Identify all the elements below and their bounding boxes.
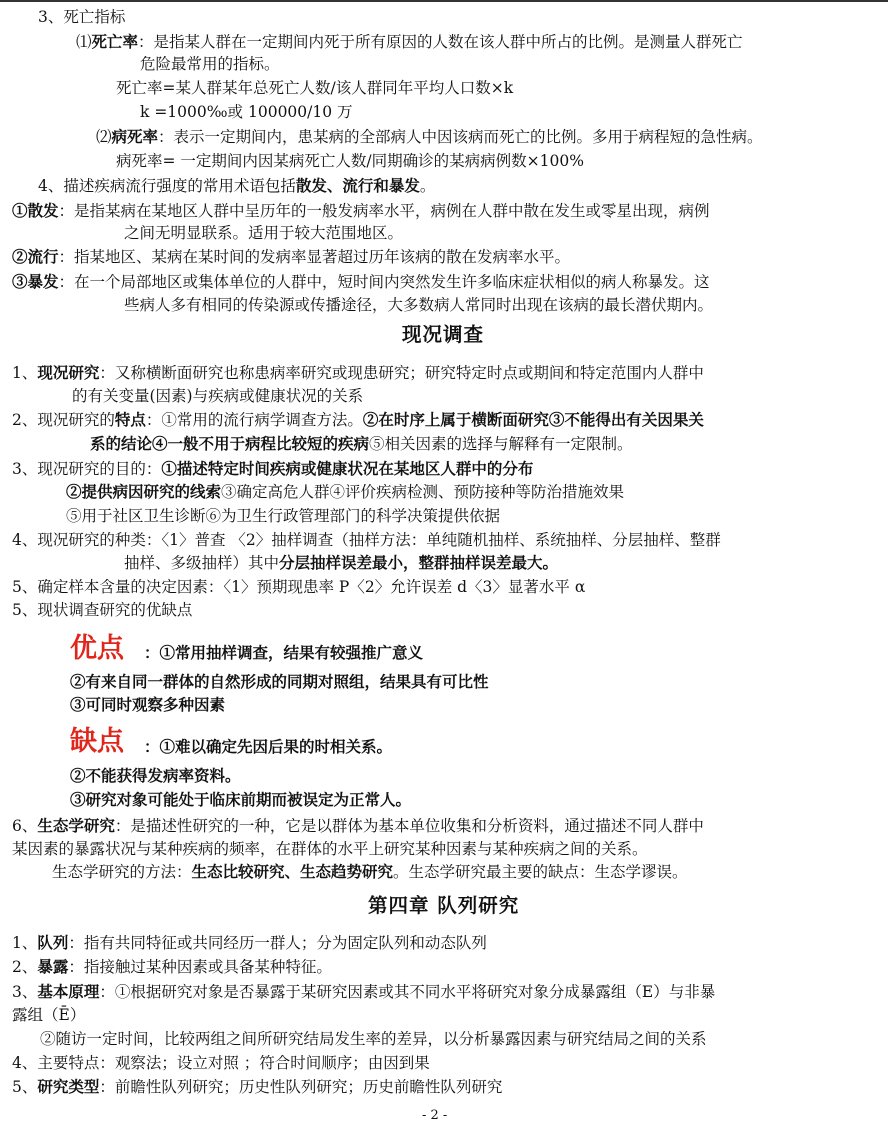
text: ⑤用于社区卫生诊断⑥为卫生行政管理部门的科学决策提供依据 [66,507,501,525]
text: 5、确定样本含量的决定因素：〈1〉预期现患率 P〈2〉允许误差 d〈3〉显著水平 α [12,578,586,596]
text: ：①常用抽样调查，结果有较强推广意义 [144,643,424,662]
heading-cross-sectional [402,325,484,345]
num: ⑴ [76,33,92,51]
text: k =1000‰或 100000/10 万 [140,103,353,121]
disadvantages-label [70,727,124,757]
term: 死亡率 [91,32,139,51]
text: ：①难以确定先因后果的时相关系。 [144,737,393,756]
text-bold: 系的结论④一般不用于病程比较短的疾病 [90,434,370,453]
text: ：①常用的流行病学调查方法。 [145,411,363,429]
mortality-rate-line [76,32,743,52]
text: - 2 - [422,1108,448,1123]
text: 3、死亡指标 [38,8,126,26]
text: 4、描述疾病流行强度的常用术语包括 [38,177,296,195]
ch4-item-1 [12,933,487,953]
text-bold: 分层抽样误差最小，整群抽样误差最大。 [279,553,559,572]
xk-item-1-cont [72,386,363,406]
xk-item-6-cont [12,839,648,859]
xk-item-3 [12,459,533,479]
heading-chapter-4 [368,896,519,916]
top-rule [0,0,888,2]
mortality-rate-cont [140,54,280,74]
text: 2、现况研究的 [12,411,115,429]
advantage-2 [70,672,489,692]
text: 病死率= 一定期间内因某病死亡人数/同期确诊的某病病例数×100% [116,152,584,170]
xk-item-4-cont [124,553,558,573]
disadvantage-2 [70,766,241,786]
xk-item-5a [12,577,585,597]
text: 死亡率=某人群某年总死亡人数/该人群同年平均人口数×k [116,79,514,97]
section-title [38,7,125,27]
xk-item-2 [12,410,704,430]
text: 。 [419,177,436,195]
term: 生态学研究 [37,816,115,835]
text: ：是指某病在某地区人群中呈历年的一般发病率水平，病例在人群中散在发生或零星出现，病例 [58,202,710,220]
term: ②流行 [12,247,59,266]
advantages-label [70,634,124,664]
case-fatality-line [96,127,763,147]
text-bold: ②提供病因研究的线索 [66,482,222,501]
ch4-item-3-cont [12,1005,85,1025]
xk-item-1 [12,363,704,383]
text: ②有来自同一群体的自然形成的同期对照组，结果具有可比性 [70,672,489,691]
term: ①散发 [12,201,59,220]
epidemic-terms-line [38,176,435,196]
text: 之间无明显联系。适用于较大范围地区。 [124,224,404,242]
num: 5、 [12,1078,38,1096]
text: 某因素的暴露状况与某种疾病的频率，在群体的水平上研究某种因素与某种疾病之间的关系。 [12,840,648,858]
text: ：是描述性研究的一种，它是以群体为基本单位收集和分析资料，通过描述不同人群中 [114,817,704,835]
text: ：表示一定期间内，患某病的全部病人中因该病而死亡的比例。多用于病程短的急性病。 [158,128,763,146]
text: ③研究对象可能处于临床前期而被误定为正常人。 [70,790,412,809]
text: ：是指某人群在一定期间内死于所有原因的人数在该人群中所占的比例。是测量人群死亡 [138,33,743,51]
text: ：①根据研究对象是否暴露于某研究因素或其不同水平将研究对象分成暴露组（E）与非暴 [99,983,716,1001]
outbreak-cont [124,295,713,315]
text: 。生态学研究最主要的缺点：生态学谬误。 [393,863,688,881]
k-value [140,102,353,122]
text: 露组（Ē） [12,1006,86,1024]
num: 1、 [12,934,38,952]
xk-item-2-cont [90,434,633,454]
text: 现况调查 [402,323,485,346]
xk-item-6-methods [52,862,688,882]
term: 暴露 [37,957,69,976]
ch4-item-3 [12,982,715,1002]
ch4-item-4 [12,1053,430,1073]
ch4-item-3-b [40,1029,707,1049]
text: ：指有共同特征或共同经历一群人；分为固定队列和动态队列 [68,934,487,952]
xk-item-3-cont2 [66,506,500,526]
text: ③确定高危人群④评价疾病检测、预防接种等防治措施效果 [221,483,625,501]
outbreak-line [12,272,710,292]
text: 优点 [70,633,124,664]
term: 现况研究 [37,363,100,382]
page-number [422,1106,447,1126]
text: ：指某地区、某病在某时间的发病率显著超过历年该病的散在发病率水平。 [58,248,571,266]
text-bold: 生态比较研究、生态趋势研究 [191,862,394,881]
text: 生态学研究的方法： [52,863,192,881]
text: ：指接触过某种因素或具备某种特征。 [68,958,332,976]
text: 些病人多有相同的传染源或传播途径，大多数病人常同时出现在该病的最长潜伏期内。 [124,296,714,314]
case-fatality-formula [116,151,584,171]
text: 3、现况研究的目的： [12,460,162,478]
text: ②随访一定时间，比较两组之间所研究结局发生率的差异，以分析暴露因素与研究结局之间的关系 [40,1030,707,1048]
sporadic-cont [124,223,403,243]
term: 特点 [114,410,146,429]
num: ⑵ [96,128,112,146]
text: ：在一个局部地区或集体单位的人群中，短时间内突然发生许多临床症状相似的病人称暴发。这 [58,273,710,291]
text: 第四章 队列研究 [368,894,520,917]
xk-item-4 [12,530,721,550]
num: 1、 [12,364,38,382]
text: 危险最常用的指标。 [140,55,280,73]
disadvantage-1 [144,737,392,757]
ch4-item-5 [12,1077,502,1097]
advantage-3 [70,695,225,715]
advantage-1 [144,643,423,663]
term: 病死率 [111,127,159,146]
text: ：又称横断面研究也称患病率研究或现患研究；研究特定时点或期间和特定范围内人群中 [99,364,704,382]
xk-item-3-cont [66,482,624,502]
text-bold: ①描述特定时间疾病或健康状况在某地区人群中的分布 [161,459,534,478]
text-bold: ②在时序上属于横断面研究③不能得出有关因果关 [362,410,704,429]
text: ②不能获得发病率资料。 [70,766,241,785]
text: 抽样、多级抽样）其中 [124,554,280,572]
num: 3、 [12,983,38,1001]
sporadic-line [12,201,710,221]
num: 2、 [12,958,38,976]
term: ③暴发 [12,272,59,291]
xk-item-5b [12,600,192,620]
text: 5、现状调查研究的优缺点 [12,601,193,619]
text: ③可同时观察多种因素 [70,695,226,714]
epidemic-line [12,247,570,267]
mortality-formula [116,78,513,98]
term: 研究类型 [37,1077,100,1096]
text: 缺点 [70,726,124,757]
text: 4、主要特点：观察法；设立对照 ；符合时间顺序；由因到果 [12,1054,430,1072]
text: 的有关变量(因素)与疾病或健康状况的关系 [72,387,364,405]
text: 4、现况研究的种类：〈1〉普查 〈2〉抽样调查（抽样方法：单纯随机抽样、系统抽样、分层抽样、整群 [12,531,721,549]
disadvantage-3 [70,790,411,810]
ch4-item-2 [12,957,332,977]
term: 散发、流行和暴发 [295,176,420,195]
num: 6、 [12,817,38,835]
term: 基本原理 [37,982,100,1001]
term: 队列 [37,933,69,952]
text: ⑤相关因素的选择与解释有一定限制。 [369,435,633,453]
xk-item-6 [12,816,704,836]
text: ：前瞻性队列研究；历史性队列研究；历史前瞻性队列研究 [99,1078,503,1096]
